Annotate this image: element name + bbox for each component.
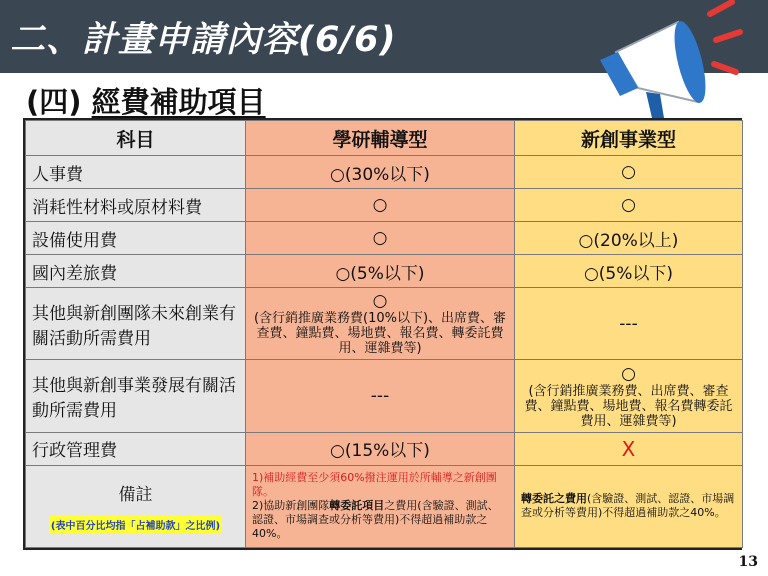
funding-table (23, 118, 742, 550)
row-item: 國內差旅費 (26, 255, 246, 288)
header-subject: 科目 (26, 121, 246, 156)
row-value-startup: ○(20%以上) (515, 222, 743, 255)
header-academic-type: 學研輔導型 (246, 121, 515, 156)
row-value-startup: ○ (515, 189, 743, 222)
row-item: 其他與新創團隊未來創業有關活動所需費用 (26, 288, 246, 360)
row-mark: ○ (372, 291, 388, 312)
notes-startup (515, 465, 743, 547)
row-value-academic: ○ (246, 222, 515, 255)
table-row (26, 156, 743, 189)
section-prefix: (四) (26, 85, 82, 119)
row-value-startup (515, 360, 743, 432)
row-detail: (含行銷推廣業務費、出席費、審查費、鐘點費、場地費、報名費轉委託費用、運雜費等) (524, 383, 733, 429)
note-academic-2 (252, 499, 508, 541)
notes-academic (246, 465, 515, 547)
page-number: 13 (738, 554, 758, 570)
table-row (26, 222, 743, 255)
row-value-startup: X (515, 432, 743, 465)
row-value-academic (246, 288, 515, 360)
row-value-startup: ○(5%以下) (515, 255, 743, 288)
note-startup-bold: 轉委託之費用 (521, 492, 587, 506)
note-academic-2-pre: 2)協助新創團隊 (252, 499, 330, 513)
note-academic-2-bold: 轉委託項目 (329, 499, 385, 513)
note-startup-post: (含驗證、測試、認證、市場調查或分析等費用)不得超過補助款之40%。 (521, 492, 735, 520)
row-item: 設備使用費 (26, 222, 246, 255)
note-academic-1: 1)補助經費至少須60%撥注運用於所輔導之新創團隊。 (252, 471, 497, 499)
notes-tag: (表中百分比均指「占補助款」之比例) (49, 516, 222, 533)
table-row (26, 360, 743, 432)
row-item: 消耗性材料或原材料費 (26, 189, 246, 222)
page-title: 二、計畫申請內容(6/6) (10, 20, 397, 60)
table-row (26, 189, 743, 222)
row-value-startup: --- (515, 288, 743, 360)
notes-row (26, 465, 743, 547)
table-row (26, 288, 743, 360)
row-value-academic: ○(15%以下) (246, 432, 515, 465)
note-academic-2-post: 之費用(含驗證、測試、認證、市場調查或分析等費用)不得超過補助款之40%。 (252, 499, 499, 541)
section-title: 經費補助項目 (91, 85, 266, 119)
notes-label: 備註 (118, 484, 153, 505)
row-mark: ○ (621, 363, 636, 384)
row-value-academic: --- (246, 360, 515, 432)
section-heading (26, 80, 266, 121)
table-row (26, 255, 743, 288)
row-value-startup: ○ (515, 156, 743, 189)
table-header-row (26, 121, 743, 156)
row-value-academic: ○(5%以下) (246, 255, 515, 288)
table-row (26, 432, 743, 465)
header-startup-type: 新創事業型 (515, 121, 743, 156)
row-item: 行政管理費 (26, 432, 246, 465)
row-detail: (含行銷推廣業務費(10%以下)、出席費、審查費、鐘點費、場地費、報名費、轉委託費用、運雜費等) (253, 311, 507, 357)
row-value-academic: ○ (246, 189, 515, 222)
row-item: 人事費 (26, 156, 246, 189)
row-value-academic: ○(30%以下) (246, 156, 515, 189)
row-item: 其他與新創事業發展有關活動所需費用 (26, 360, 246, 432)
notes-label-cell (26, 465, 246, 547)
megaphone-icon (598, 0, 768, 120)
